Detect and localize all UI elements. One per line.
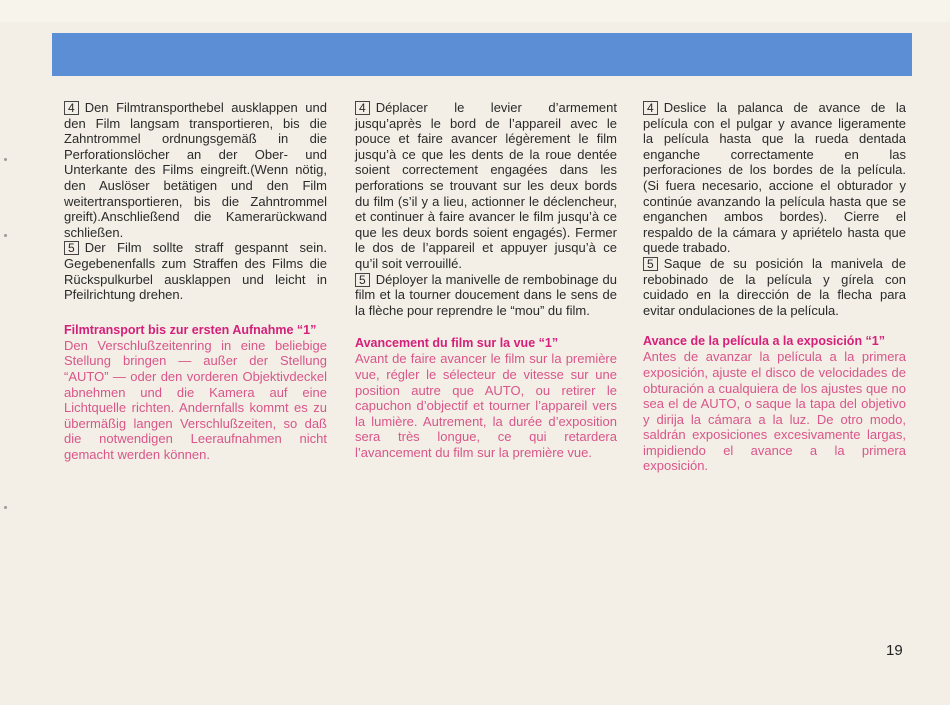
step-number: 5 [64,241,79,255]
binding-mark [4,506,7,509]
page-top-edge [0,0,950,22]
header-banner [52,33,912,76]
section-heading-french: Avancement du film sur la vue “1” [355,336,559,351]
step-text: Déployer la manivelle de rembobinage du film et la tourner doucement dans le sens de la flèche pour reprendre le “mou” du film. [355,271,617,318]
column-german [64,100,327,462]
step-number: 4 [355,101,370,115]
step-4-french [355,100,617,272]
step-4-spanish [643,100,906,256]
section-body-spanish: Antes de avanzar la película a la primera exposición, ajuste el disco de velocidades de obturación a cualquiera de los ajustes que no sea el de AUTO, o saque la tapa del objetivo y dirija la cámara a la luz. De otro modo, saldrán exposiciones excesivamente largas, impidiendo el avance a la primera exposición. [643,349,906,474]
section-body-french: Avant de faire avancer le film sur la première vue, régler le sélecteur de vitesse sur une position autre que AUTO, ou retirer le capuchon d’objectif et tourner l’appareil vers la lumière. Autrement, la durée d’exposition sera très longue, ce qui retardera l’avancement du film sur la première vue. [355,351,617,460]
step-5-spanish [643,256,906,318]
step-number: 5 [355,273,370,287]
step-text: Deslice la palanca de avance de la película con el pulgar y avance ligeramente la película hasta que la rueda dentada enganche correctamente en las perforaciones de los bordes de la película. (Si fuera necesario, accione el obturador y continúe avanzando la película hasta que se enganchen ambos bordes). Cierre el respaldo de la cámara y apriételo hasta que quede trabado. [643,100,906,256]
step-text: Saque de su posición la manivela de rebobinado de la película y gírela con cuidado en la dirección de la flecha para evitar ondulaciones de la película. [643,255,906,318]
step-5-french [355,272,617,319]
binding-mark [4,158,7,161]
section-body-german: Den Verschlußzeitenring in eine beliebige Stellung bringen — außer der Stellung “AUTO” — oder den vorderen Objektivdeckel abnehmen und die Kamera auf eine Lichtquelle richten. Andernfalls kommt es zu übermäßig langen Verschlußzeiten, so daß die notwendigen Leeraufnahmen nicht gemacht werden können. [64,337,327,462]
step-4-german [64,100,327,240]
binding-mark [4,234,7,237]
step-number: 4 [643,101,658,115]
column-spanish [643,100,906,474]
step-text: Déplacer le levier d’armement jusqu’après le bord de l’appareil avec le pouce et faire avancer légèrement le film jusqu’à ce que les dents de la roue dentée soient correctement engagées dans les perforations se trouvant sur les deux bords du film (s’il y a lieu, actionner le déclencheur, et continuer à faire avancer le film jusqu’à ce que les deux bords soient engagés). Fermer le dos de l’appareil et appuyer jusqu’à ce qu’il soit verrouillé. [355,100,617,271]
page-number: 19 [886,642,903,659]
step-number: 4 [64,101,79,115]
step-text: Der Film sollte straff gespannt sein. Gegebenenfalls zum Straffen des Films die Rückspulkurbel ausklappen und leicht in Pfeilrichtung drehen. [64,240,327,303]
step-text: Den Filmtransporthebel ausklappen und den Film langsam transportieren, bis die Zahntrommel ordnungsgemäß in die Perforationslöcher an der Ober- und Unterkante des Films eingreift.(Wenn nötig, den Auslöser betätigen und den Film weitertransportieren, bis die Zahntrommel greift).Anschließend die Kamerarückwand schließen. [64,100,327,240]
step-number: 5 [643,257,658,271]
section-heading-german: Filmtransport bis zur ersten Aufnahme “1” [64,322,317,337]
section-heading-spanish: Avance de la película a la exposición “1” [643,334,885,349]
column-french [355,100,617,460]
step-5-german [64,240,327,302]
